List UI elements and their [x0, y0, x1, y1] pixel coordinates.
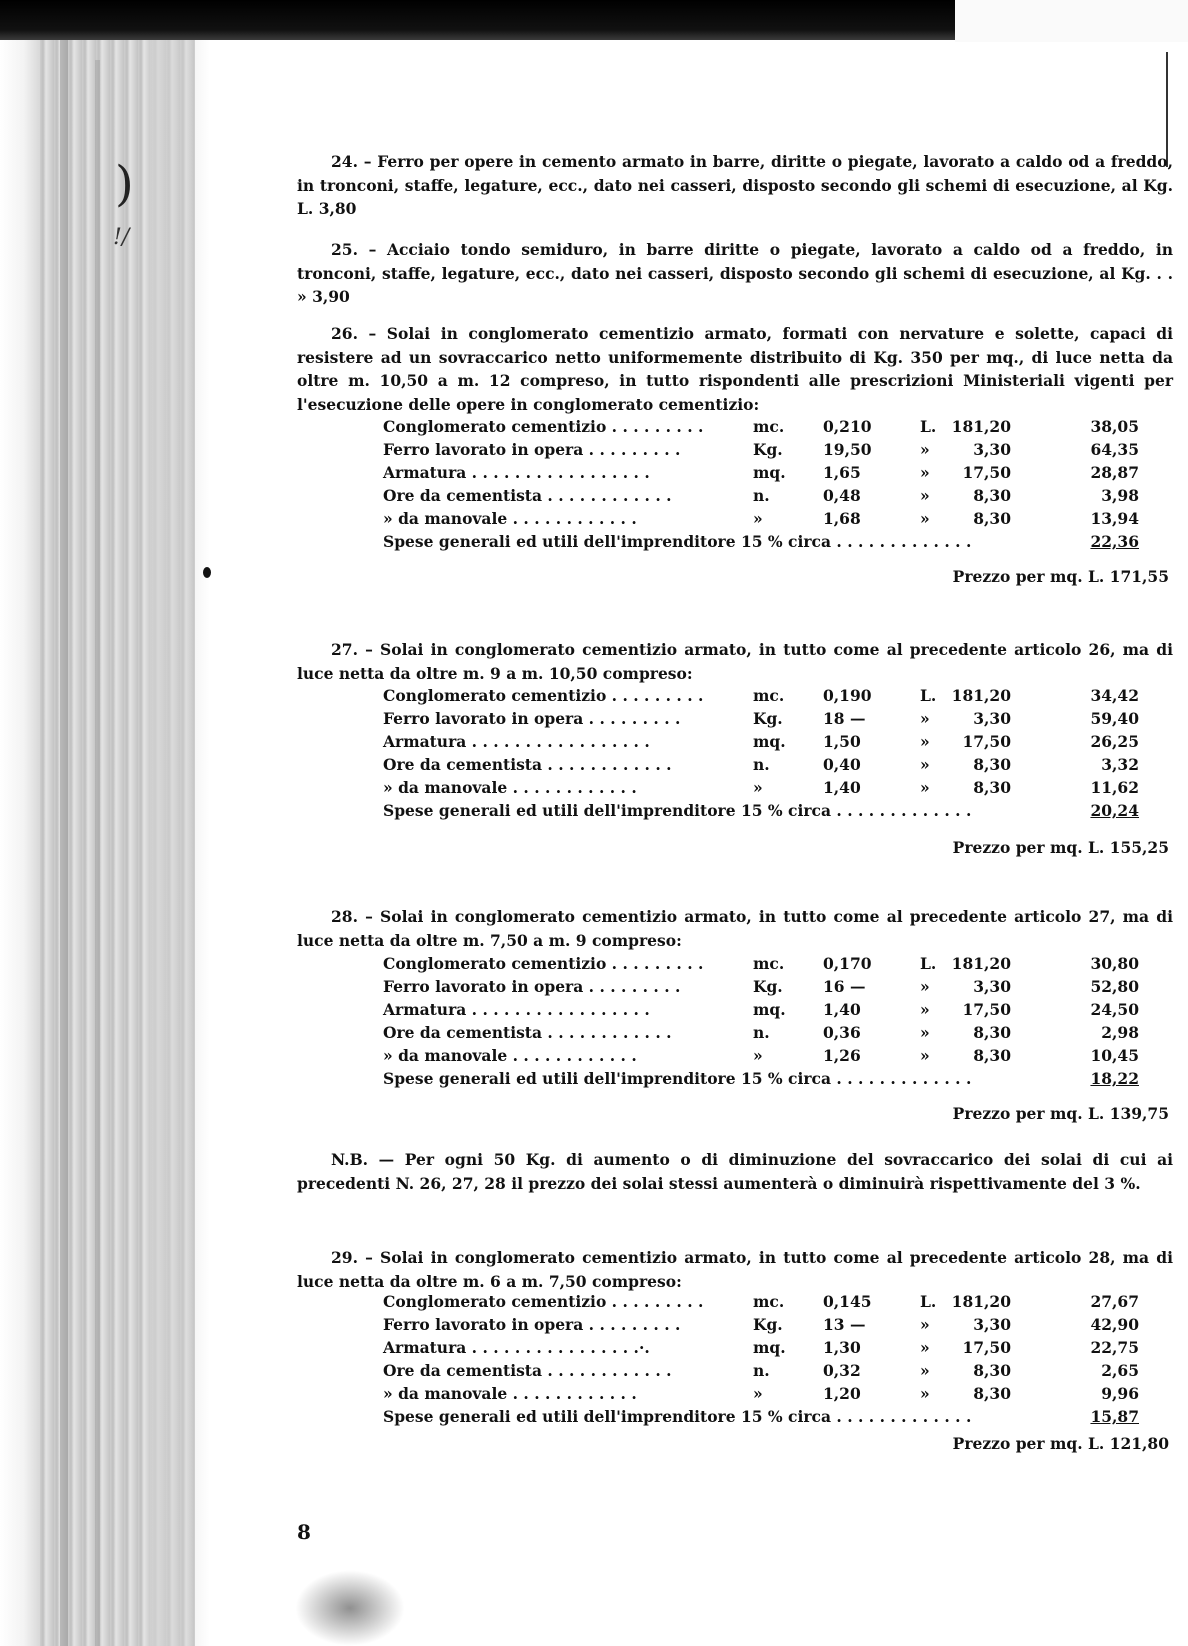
item-unit: mq.: [753, 1000, 786, 1019]
item-currency: »: [920, 1338, 930, 1357]
article-27: [297, 638, 1173, 685]
article-number: 27.: [331, 640, 358, 659]
item-amount: 28,87: [1090, 463, 1139, 482]
article-text: – Solai in conglomerato cementizio armato, in tutto come al precedente articolo 26, ma di luce netta da oltre m. 9 a m. 10,50 compreso:: [297, 640, 1173, 683]
article-text: – Solai in conglomerato cementizio armato, in tutto come al precedente articolo 28, ma di luce netta da oltre m. 6 a m. 7,50 compreso:: [297, 1248, 1173, 1291]
item-currency: »: [920, 778, 930, 797]
item-unit: »: [753, 509, 763, 528]
item-quantity: 0,40: [823, 755, 861, 774]
item-quantity: 0,190: [823, 686, 872, 705]
cost-row: [383, 755, 1173, 777]
margin-pencil-mark: ): [115, 156, 134, 212]
overhead-description: Spese generali ed utili dell'imprenditore 15 % circa . . . . . . . . . . . . .: [383, 1407, 972, 1426]
item-quantity: 0,210: [823, 417, 872, 436]
article-29: [297, 1246, 1173, 1293]
cost-row: [383, 1000, 1173, 1022]
cost-row: [383, 977, 1173, 999]
overhead-amount: 18,22: [1090, 1069, 1139, 1088]
article-24: [297, 150, 1173, 221]
item-quantity: 1,20: [823, 1384, 861, 1403]
item-description: Armatura . . . . . . . . . . . . . . . . .: [383, 1000, 650, 1019]
item-amount: 3,32: [1101, 755, 1139, 774]
item-description: Ferro lavorato in opera . . . . . . . . .: [383, 977, 681, 996]
item-amount: 2,65: [1101, 1361, 1139, 1380]
item-quantity: 18 —: [823, 709, 866, 728]
item-description: » da manovale . . . . . . . . . . . .: [383, 1046, 637, 1065]
item-description: Conglomerato cementizio . . . . . . . . .: [383, 1292, 704, 1311]
cost-row: [383, 463, 1173, 485]
item-description: Ferro lavorato in opera . . . . . . . . .: [383, 1315, 681, 1334]
cost-row: [383, 417, 1173, 439]
item-quantity: 0,36: [823, 1023, 861, 1042]
item-quantity: 1,40: [823, 778, 861, 797]
item-unit: mc.: [753, 417, 785, 436]
item-quantity: 16 —: [823, 977, 866, 996]
item-description: Conglomerato cementizio . . . . . . . . .: [383, 954, 704, 973]
item-quantity: 1,65: [823, 463, 861, 482]
item-description: » da manovale . . . . . . . . . . . .: [383, 509, 637, 528]
item-unit: n.: [753, 1361, 770, 1380]
item-description: Ore da cementista . . . . . . . . . . . .: [383, 1361, 672, 1380]
item-unit: »: [753, 1046, 763, 1065]
item-unit-price: 3,30: [973, 977, 1011, 996]
item-amount: 26,25: [1090, 732, 1139, 751]
item-currency: L.: [920, 417, 937, 436]
cost-row: [383, 1023, 1173, 1045]
item-currency: »: [920, 1315, 930, 1334]
item-unit-price: 17,50: [962, 1000, 1011, 1019]
item-amount: 30,80: [1090, 954, 1139, 973]
cost-row: [383, 1384, 1173, 1406]
item-unit-price: 8,30: [973, 778, 1011, 797]
article-28: [297, 905, 1173, 952]
cost-row: [383, 1046, 1173, 1068]
item-amount: 2,98: [1101, 1023, 1139, 1042]
article-number: 29.: [331, 1248, 358, 1267]
item-quantity: 1,40: [823, 1000, 861, 1019]
article-text: – Acciaio tondo semiduro, in barre diritte o piegate, lavorato a caldo od a freddo, in tronconi, staffe, legature, ecc., dato nei casseri, disposto secondo gli schemi di esecuzione, al Kg. . . » 3,90: [297, 240, 1173, 306]
article-text: – Ferro per opere in cemento armato in barre, diritte o piegate, lavorato a caldo od a freddo, in tronconi, staffe, legature, ecc., dato nei casseri, disposto secondo gli schemi di esecuzione, al Kg. L. 3,80: [297, 152, 1173, 218]
overhead-row: [383, 1407, 1173, 1429]
item-quantity: 13 —: [823, 1315, 866, 1334]
item-unit-price: 3,30: [973, 709, 1011, 728]
cost-row: [383, 1361, 1173, 1383]
article-text: – Solai in conglomerato cementizio armato, formati con nervature e solette, capaci di resistere ad un sovraccarico netto uniformemente distribuito di Kg. 350 per mq., di luce netta da oltre m. 10,50 a m. 12 compreso, in tutto rispondenti alle prescrizioni Ministeriali vigenti per l'esecuzione delle opere in conglomerato cementizio:: [297, 324, 1173, 414]
item-unit-price: 3,30: [973, 440, 1011, 459]
price-total: Prezzo per mq. L. 121,80: [952, 1434, 1169, 1453]
item-unit-price: 8,30: [973, 486, 1011, 505]
item-quantity: 0,170: [823, 954, 872, 973]
item-description: Ferro lavorato in opera . . . . . . . . .: [383, 709, 681, 728]
item-amount: 11,62: [1090, 778, 1139, 797]
item-unit: mq.: [753, 732, 786, 751]
cost-row: [383, 709, 1173, 731]
item-unit: »: [753, 778, 763, 797]
item-description: Conglomerato cementizio . . . . . . . . .: [383, 686, 704, 705]
item-quantity: 1,50: [823, 732, 861, 751]
item-unit: Kg.: [753, 977, 783, 996]
article-26: [297, 322, 1173, 416]
cost-row: [383, 1315, 1173, 1337]
cost-row: [383, 1338, 1173, 1360]
cost-row: [383, 509, 1173, 531]
price-total: Prezzo per mq. L. 171,55: [952, 567, 1169, 586]
item-unit: mc.: [753, 954, 785, 973]
item-unit: Kg.: [753, 709, 783, 728]
item-description: Armatura . . . . . . . . . . . . . . . . .: [383, 463, 650, 482]
item-quantity: 1,26: [823, 1046, 861, 1065]
item-amount: 38,05: [1090, 417, 1139, 436]
item-quantity: 1,30: [823, 1338, 861, 1357]
item-unit-price: 181,20: [951, 417, 1011, 436]
item-unit-price: 181,20: [951, 1292, 1011, 1311]
item-unit-price: 8,30: [973, 509, 1011, 528]
cost-row: [383, 686, 1173, 708]
overhead-description: Spese generali ed utili dell'imprenditore 15 % circa . . . . . . . . . . . . .: [383, 801, 972, 820]
item-currency: L.: [920, 1292, 937, 1311]
item-unit-price: 3,30: [973, 1315, 1011, 1334]
item-amount: 34,42: [1090, 686, 1139, 705]
item-unit: »: [753, 1384, 763, 1403]
page-number: 8: [297, 1520, 311, 1544]
item-unit-price: 17,50: [962, 732, 1011, 751]
item-unit: Kg.: [753, 1315, 783, 1334]
note-text: N.B. — Per ogni 50 Kg. di aumento o di diminuzione del sovraccarico dei solai di cui ai precedenti N. 26, 27, 28 il prezzo dei solai stessi aumenterà o diminuirà rispettivamente del 3 %.: [297, 1150, 1173, 1193]
item-unit-price: 8,30: [973, 755, 1011, 774]
note-paragraph: [297, 1148, 1173, 1195]
item-amount: 24,50: [1090, 1000, 1139, 1019]
item-description: Ore da cementista . . . . . . . . . . . .: [383, 1023, 672, 1042]
item-unit-price: 8,30: [973, 1361, 1011, 1380]
item-description: Armatura . . . . . . . . . . . . . . . . .: [383, 732, 650, 751]
overhead-row: [383, 801, 1173, 823]
item-currency: »: [920, 1000, 930, 1019]
item-description: Conglomerato cementizio . . . . . . . . .: [383, 417, 704, 436]
article-number: 28.: [331, 907, 358, 926]
item-unit-price: 8,30: [973, 1384, 1011, 1403]
item-unit: mc.: [753, 686, 785, 705]
overhead-amount: 22,36: [1090, 532, 1139, 551]
item-quantity: 0,145: [823, 1292, 872, 1311]
item-unit-price: 17,50: [962, 1338, 1011, 1357]
item-quantity: 19,50: [823, 440, 872, 459]
item-description: » da manovale . . . . . . . . . . . .: [383, 1384, 637, 1403]
cost-row: [383, 732, 1173, 754]
item-unit: n.: [753, 755, 770, 774]
overhead-description: Spese generali ed utili dell'imprenditore 15 % circa . . . . . . . . . . . . .: [383, 1069, 972, 1088]
item-description: Ferro lavorato in opera . . . . . . . . .: [383, 440, 681, 459]
cost-row: [383, 1292, 1173, 1314]
item-unit-price: 181,20: [951, 954, 1011, 973]
overhead-description: Spese generali ed utili dell'imprenditore 15 % circa . . . . . . . . . . . . .: [383, 532, 972, 551]
item-currency: »: [920, 463, 930, 482]
item-unit-price: 181,20: [951, 686, 1011, 705]
item-unit: n.: [753, 486, 770, 505]
item-unit: mq.: [753, 463, 786, 482]
item-amount: 9,96: [1101, 1384, 1139, 1403]
item-description: Ore da cementista . . . . . . . . . . . .: [383, 755, 672, 774]
article-number: 26.: [331, 324, 358, 343]
item-currency: »: [920, 732, 930, 751]
item-quantity: 0,48: [823, 486, 861, 505]
overhead-row: [383, 532, 1173, 554]
item-amount: 64,35: [1090, 440, 1139, 459]
item-amount: 13,94: [1090, 509, 1139, 528]
item-amount: 59,40: [1090, 709, 1139, 728]
item-quantity: 0,32: [823, 1361, 861, 1380]
item-unit: n.: [753, 1023, 770, 1042]
item-unit-price: 8,30: [973, 1023, 1011, 1042]
item-description: Armatura . . . . . . . . . . . . . . . .·.: [383, 1338, 650, 1357]
overhead-amount: 15,87: [1090, 1407, 1139, 1426]
cost-row: [383, 440, 1173, 462]
article-number: 25.: [331, 240, 358, 259]
item-currency: L.: [920, 686, 937, 705]
item-currency: »: [920, 709, 930, 728]
item-currency: »: [920, 440, 930, 459]
item-currency: »: [920, 1384, 930, 1403]
item-unit-price: 17,50: [962, 463, 1011, 482]
item-description: Ore da cementista . . . . . . . . . . . .: [383, 486, 672, 505]
item-currency: L.: [920, 954, 937, 973]
item-currency: »: [920, 755, 930, 774]
item-unit: mc.: [753, 1292, 785, 1311]
cost-row: [383, 486, 1173, 508]
item-amount: 22,75: [1090, 1338, 1139, 1357]
article-25: [297, 238, 1173, 309]
item-currency: »: [920, 509, 930, 528]
price-total: Prezzo per mq. L. 155,25: [952, 838, 1169, 857]
article-text: – Solai in conglomerato cementizio armato, in tutto come al precedente articolo 27, ma di luce netta da oltre m. 7,50 a m. 9 compreso:: [297, 907, 1173, 950]
item-quantity: 1,68: [823, 509, 861, 528]
overhead-amount: 20,24: [1090, 801, 1139, 820]
price-total: Prezzo per mq. L. 139,75: [952, 1104, 1169, 1123]
item-currency: »: [920, 977, 930, 996]
item-unit-price: 8,30: [973, 1046, 1011, 1065]
item-currency: »: [920, 486, 930, 505]
item-amount: 3,98: [1101, 486, 1139, 505]
item-description: » da manovale . . . . . . . . . . . .: [383, 778, 637, 797]
cost-row: [383, 954, 1173, 976]
item-amount: 52,80: [1090, 977, 1139, 996]
item-unit: Kg.: [753, 440, 783, 459]
overhead-row: [383, 1069, 1173, 1091]
item-currency: »: [920, 1361, 930, 1380]
cost-row: [383, 778, 1173, 800]
item-amount: 10,45: [1090, 1046, 1139, 1065]
item-amount: 42,90: [1090, 1315, 1139, 1334]
item-currency: »: [920, 1046, 930, 1065]
item-unit: mq.: [753, 1338, 786, 1357]
article-number: 24.: [331, 152, 358, 171]
margin-pencil-mark-2: !/: [113, 225, 130, 250]
item-amount: 27,67: [1090, 1292, 1139, 1311]
item-currency: »: [920, 1023, 930, 1042]
